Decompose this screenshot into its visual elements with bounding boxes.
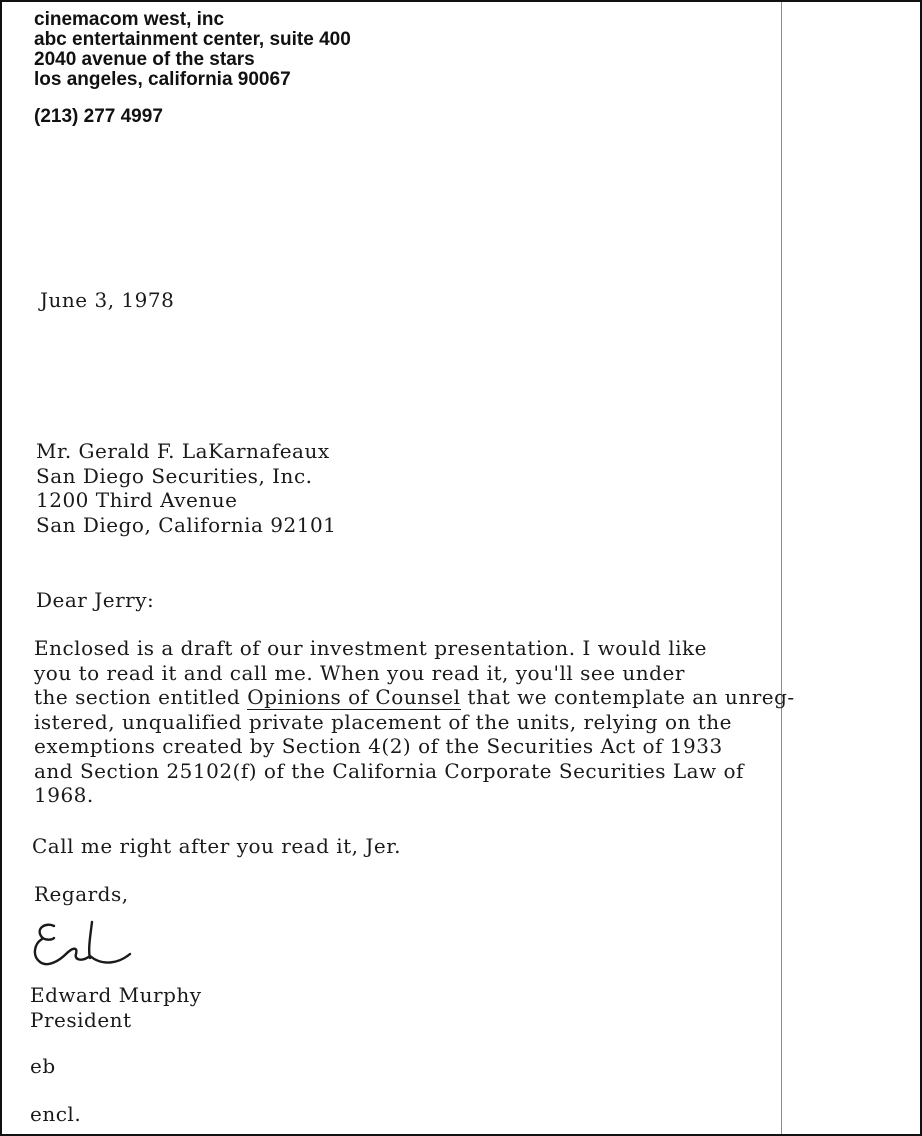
recipient-address xyxy=(36,439,336,537)
salutation: Dear Jerry: xyxy=(36,588,155,612)
fold-line xyxy=(781,2,782,1136)
signer-block xyxy=(30,983,202,1032)
body-line: 1968. xyxy=(34,783,94,807)
recipient-company: San Diego Securities, Inc. xyxy=(36,463,313,488)
letterhead-city: los angeles, california 90067 xyxy=(34,69,291,90)
signer-title: President xyxy=(30,1007,132,1032)
enclosure-note: encl. xyxy=(30,1102,82,1126)
letterhead xyxy=(34,10,351,90)
body-line xyxy=(34,685,894,710)
body-line: istered, unqualified private placement of the units, relying on the xyxy=(34,709,733,734)
letter-date: June 3, 1978 xyxy=(40,288,175,312)
body-line: Enclosed is a draft of our investment presentation. I would like xyxy=(34,636,708,660)
recipient-city: San Diego, California 92101 xyxy=(36,512,337,537)
typist-initials: eb xyxy=(30,1054,56,1078)
body-text-segment: that we contemplate an unreg- xyxy=(467,685,795,709)
letterhead-company: cinemacom west, inc xyxy=(34,9,225,30)
signature xyxy=(32,914,142,974)
body-line: and Section 25102(f) of the California Corporate Securities Law of xyxy=(34,758,744,783)
letterhead-phone: (213) 277 4997 xyxy=(34,106,163,127)
body-text-segment: the section entitled xyxy=(34,685,241,709)
letterhead-street: 2040 avenue of the stars xyxy=(34,49,255,70)
letter-body xyxy=(34,636,894,808)
underlined-section-title: Opinions of Counsel xyxy=(247,685,461,709)
body-line: you to read it and call me. When you read it, you'll see under xyxy=(34,660,685,685)
valediction: Regards, xyxy=(34,882,129,906)
recipient-street: 1200 Third Avenue xyxy=(36,488,238,512)
recipient-name: Mr. Gerald F. LaKarnafeaux xyxy=(36,439,330,463)
signer-name: Edward Murphy xyxy=(30,983,202,1007)
body-line: exemptions created by Section 4(2) of the Securities Act of 1933 xyxy=(34,734,723,758)
closing-line: Call me right after you read it, Jer. xyxy=(32,834,401,858)
letterhead-building: abc entertainment center, suite 400 xyxy=(34,29,351,50)
